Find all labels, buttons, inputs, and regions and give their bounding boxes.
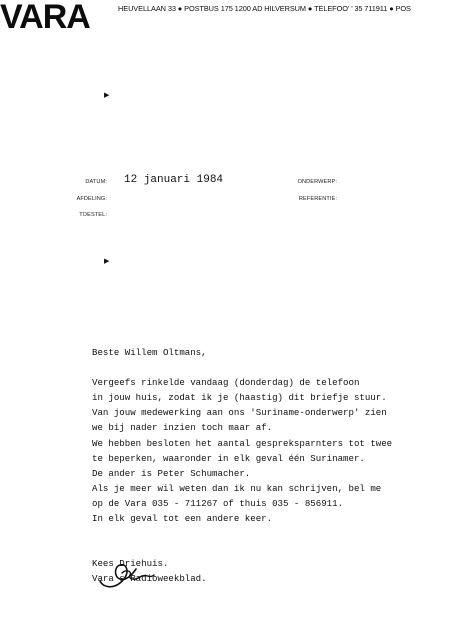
- body-line: De ander is Peter Schumacher.: [92, 467, 251, 479]
- fold-marker-bottom-icon: ▶: [104, 258, 110, 265]
- referentie-label: REFERENTIE:: [298, 196, 337, 202]
- vara-logo: VARA: [0, 0, 90, 36]
- datum-label: DATUM:: [85, 179, 107, 185]
- body-line: In elk geval tot een andere keer.: [92, 513, 273, 525]
- signer-name: Kees Driehuis.: [92, 558, 169, 570]
- salutation: Beste Willem Oltmans,: [92, 347, 207, 358]
- afdeling-label: AFDELING:: [76, 196, 107, 202]
- toestel-label: TOESTEL:: [79, 212, 107, 218]
- signature-space: [92, 526, 392, 541]
- signature-space: [92, 541, 392, 556]
- datum-value: 12 januari 1984: [124, 174, 224, 186]
- onderwerp-label: ONDERWERP:: [297, 179, 337, 185]
- letter-body: [92, 345, 392, 587]
- body-line: in jouw huis, zodat ik je (haastig) dit briefje stuur.: [92, 392, 387, 404]
- letterhead-address: HEUVELLAAN 33 ● POSTBUS 175 1200 AD HILVERSUM ● TELEFOO’ ’ 35 711911 ● POS: [118, 4, 411, 13]
- handwritten-signature-icon: [96, 559, 158, 591]
- body-line: op de Vara 035 - 711267 of thuis 035 - 856911.: [92, 497, 344, 509]
- body-line: te beperken, waaronder in elk geval één Surinamer.: [92, 452, 365, 464]
- fold-marker-top-icon: ▶: [104, 92, 110, 99]
- body-line: We hebben besloten het aantal gespreksparnters tot twee: [92, 437, 393, 449]
- body-line: Vergeefs rinkelde vandaag (donderdag) de telefoon: [92, 377, 360, 389]
- signer-title: Vara's Radioweekblad.: [92, 573, 207, 585]
- body-line: we bij nader inzien toch maar af.: [92, 422, 273, 434]
- body-line: [92, 360, 392, 375]
- body-line: Als je meer wil weten dan ik nu kan schrijven, bel me: [92, 482, 382, 494]
- body-line: Van jouw medewerking aan ons 'Suriname-onderwerp' zien: [92, 407, 387, 419]
